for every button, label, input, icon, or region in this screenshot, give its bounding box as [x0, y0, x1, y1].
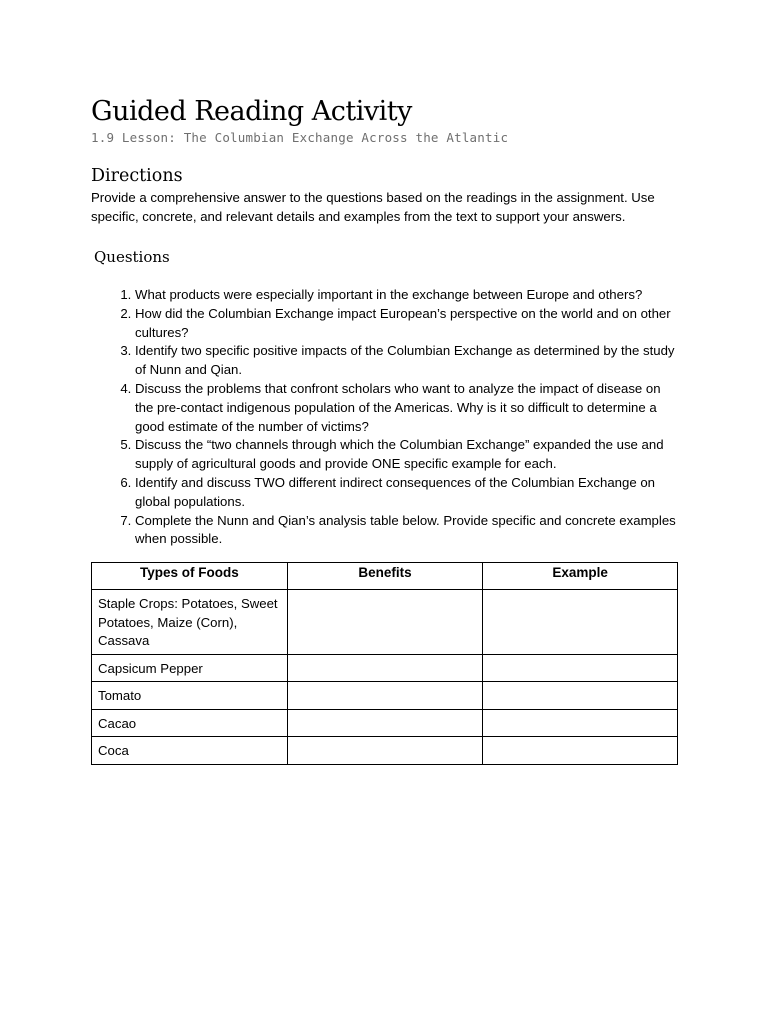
- question-item: 5. Discuss the “two channels through which the Columbian Exchange” expanded the use and supply of agricultural goods and provide ONE specific example for each.: [135, 436, 678, 474]
- question-item: 7. Complete the Nunn and Qian’s analysis table below. Provide specific and concrete examples when possible.: [135, 512, 678, 550]
- questions-list: [91, 286, 678, 549]
- questions-heading: Questions: [94, 248, 170, 266]
- table-row: [92, 654, 678, 682]
- document-page: [91, 95, 678, 765]
- benefits-cell[interactable]: [287, 590, 483, 655]
- food-type-cell: Cacao: [92, 709, 288, 737]
- directions-text: Provide a comprehensive answer to the questions based on the readings in the assignment. Use specific, concrete, and relevant details and examples from the text to support your answers.: [91, 190, 655, 224]
- table-header-row: [92, 563, 678, 590]
- benefits-cell[interactable]: [287, 737, 483, 765]
- directions-heading: Directions: [91, 166, 183, 186]
- table-row: [92, 590, 678, 655]
- example-cell[interactable]: [483, 682, 678, 710]
- question-item: 6. Identify and discuss TWO different indirect consequences of the Columbian Exchange on global populations.: [135, 474, 678, 512]
- example-cell[interactable]: [483, 654, 678, 682]
- example-cell[interactable]: [483, 590, 678, 655]
- benefits-cell[interactable]: [287, 654, 483, 682]
- table-row: [92, 682, 678, 710]
- table-row: [92, 737, 678, 765]
- question-item: 1. What products were especially important in the exchange between Europe and others?: [135, 286, 678, 305]
- document-title: Guided Reading Activity: [91, 96, 412, 127]
- header-types-of-foods: Types of Foods: [92, 563, 288, 590]
- foods-analysis-table: [91, 562, 678, 765]
- benefits-cell[interactable]: [287, 709, 483, 737]
- question-item: 3. Identify two specific positive impacts of the Columbian Exchange as determined by the study of Nunn and Qian.: [135, 342, 678, 380]
- example-cell[interactable]: [483, 709, 678, 737]
- table-row: [92, 709, 678, 737]
- header-benefits: Benefits: [287, 563, 483, 590]
- food-type-cell: Staple Crops: Potatoes, Sweet Potatoes, Maize (Corn), Cassava: [92, 590, 288, 655]
- benefits-cell[interactable]: [287, 682, 483, 710]
- food-type-cell: Coca: [92, 737, 288, 765]
- header-example: Example: [483, 563, 678, 590]
- food-type-cell: Capsicum Pepper: [92, 654, 288, 682]
- food-type-cell: Tomato: [92, 682, 288, 710]
- document-subtitle: 1.9 Lesson: The Columbian Exchange Across the Atlantic: [91, 130, 509, 145]
- question-item: 2. How did the Columbian Exchange impact European’s perspective on the world and on other cultures?: [135, 305, 678, 343]
- question-item: 4. Discuss the problems that confront scholars who want to analyze the impact of disease on the pre-contact indigenous population of the Americas. Why is it so difficult to determine a good estimate of the number of victims?: [135, 380, 678, 436]
- example-cell[interactable]: [483, 737, 678, 765]
